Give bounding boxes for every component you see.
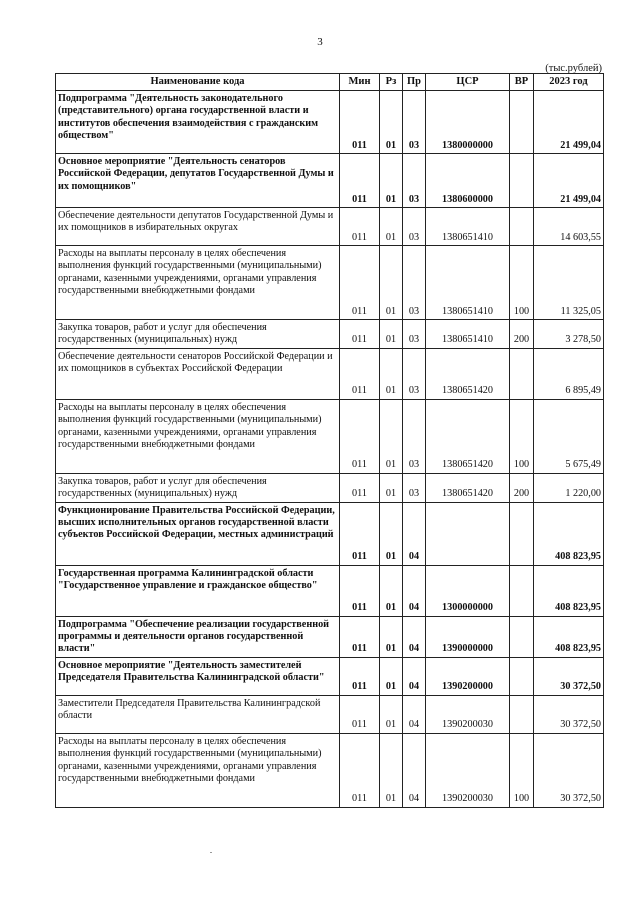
cell-vr <box>510 208 534 246</box>
cell-csr: 1390200030 <box>426 733 510 807</box>
cell-name: Расходы на выплаты персоналу в целях обеспечения выполнения функций государственными (муниципальными) органами, казенными учреждениями, органами управления государственными внебюджетными фондами <box>56 733 340 807</box>
cell-csr: 1380651410 <box>426 246 510 320</box>
cell-vr: 100 <box>510 399 534 473</box>
cell-min: 011 <box>340 657 380 695</box>
cell-vr <box>510 91 534 154</box>
cell-vr <box>510 154 534 208</box>
table-row <box>56 565 604 616</box>
cell-csr: 1390200000 <box>426 657 510 695</box>
cell-vr: 200 <box>510 473 534 502</box>
cell-csr: 1380651420 <box>426 399 510 473</box>
cell-name: Закупка товаров, работ и услуг для обеспечения государственных (муниципальных) нужд <box>56 473 340 502</box>
scan-speck <box>210 852 212 853</box>
cell-pr: 04 <box>403 733 426 807</box>
table-row <box>56 616 604 657</box>
cell-vr <box>510 348 534 399</box>
cell-amount: 3 278,50 <box>534 320 604 349</box>
cell-pr: 03 <box>403 154 426 208</box>
cell-vr: 200 <box>510 320 534 349</box>
cell-rz: 01 <box>380 565 403 616</box>
cell-pr: 03 <box>403 208 426 246</box>
cell-min: 011 <box>340 399 380 473</box>
cell-csr: 1390000000 <box>426 616 510 657</box>
cell-amount: 21 499,04 <box>534 91 604 154</box>
cell-min: 011 <box>340 473 380 502</box>
table-row <box>56 733 604 807</box>
cell-min: 011 <box>340 91 380 154</box>
cell-pr: 04 <box>403 616 426 657</box>
header-csr: ЦСР <box>426 74 510 91</box>
cell-pr: 03 <box>403 473 426 502</box>
table-row <box>56 502 604 565</box>
cell-pr: 03 <box>403 246 426 320</box>
cell-min: 011 <box>340 733 380 807</box>
cell-vr <box>510 616 534 657</box>
cell-min: 011 <box>340 320 380 349</box>
table-row <box>56 246 604 320</box>
cell-csr <box>426 502 510 565</box>
cell-vr <box>510 695 534 733</box>
cell-name: Подпрограмма "Деятельность законодательного (представительного) органа государственной власти и институтов обеспечения взаимодействия с гражданским обществом" <box>56 91 340 154</box>
cell-csr: 1380651420 <box>426 473 510 502</box>
cell-csr: 1390200030 <box>426 695 510 733</box>
cell-vr <box>510 502 534 565</box>
cell-name: Обеспечение деятельности депутатов Государственной Думы и их помощников в избирательных округах <box>56 208 340 246</box>
table-row <box>56 91 604 154</box>
cell-name: Закупка товаров, работ и услуг для обеспечения государственных (муниципальных) нужд <box>56 320 340 349</box>
cell-amount: 30 372,50 <box>534 695 604 733</box>
cell-min: 011 <box>340 565 380 616</box>
cell-rz: 01 <box>380 657 403 695</box>
cell-name: Государственная программа Калининградской области "Государственное управление и гражданское общество" <box>56 565 340 616</box>
cell-name: Обеспечение деятельности сенаторов Российской Федерации и их помощников в субъектах Российской Федерации <box>56 348 340 399</box>
cell-amount: 408 823,95 <box>534 616 604 657</box>
table-row <box>56 154 604 208</box>
cell-rz: 01 <box>380 502 403 565</box>
cell-pr: 03 <box>403 348 426 399</box>
cell-pr: 04 <box>403 695 426 733</box>
cell-amount: 408 823,95 <box>534 565 604 616</box>
cell-name: Основное мероприятие "Деятельность заместителей Председателя Правительства Калининградской области" <box>56 657 340 695</box>
cell-min: 011 <box>340 208 380 246</box>
units-label: (тыс.рублей) <box>545 63 602 74</box>
cell-min: 011 <box>340 502 380 565</box>
cell-pr: 03 <box>403 320 426 349</box>
table-row <box>56 695 604 733</box>
page-number: 3 <box>317 36 323 48</box>
cell-min: 011 <box>340 348 380 399</box>
table-row <box>56 399 604 473</box>
cell-csr: 1380651410 <box>426 320 510 349</box>
cell-name: Функционирование Правительства Российской Федерации, высших исполнительных органов государственной власти субъектов Российской Федерации, местных администраций <box>56 502 340 565</box>
table-row <box>56 320 604 349</box>
cell-rz: 01 <box>380 91 403 154</box>
cell-amount: 14 603,55 <box>534 208 604 246</box>
budget-table <box>55 73 604 808</box>
cell-min: 011 <box>340 246 380 320</box>
cell-amount: 6 895,49 <box>534 348 604 399</box>
cell-pr: 03 <box>403 399 426 473</box>
cell-vr <box>510 657 534 695</box>
cell-amount: 30 372,50 <box>534 733 604 807</box>
cell-vr <box>510 565 534 616</box>
table-row <box>56 473 604 502</box>
cell-name: Расходы на выплаты персоналу в целях обеспечения выполнения функций государственными (муниципальными) органами, казенными учреждениями, органами управления государственными внебюджетными фондами <box>56 246 340 320</box>
cell-pr: 03 <box>403 91 426 154</box>
cell-min: 011 <box>340 154 380 208</box>
cell-rz: 01 <box>380 208 403 246</box>
cell-rz: 01 <box>380 348 403 399</box>
header-min: Мин <box>340 74 380 91</box>
cell-amount: 21 499,04 <box>534 154 604 208</box>
header-rz: Рз <box>380 74 403 91</box>
cell-name: Расходы на выплаты персоналу в целях обеспечения выполнения функций государственными (муниципальными) органами, казенными учреждениями, органами управления государственными внебюджетными фондами <box>56 399 340 473</box>
cell-pr: 04 <box>403 657 426 695</box>
header-name: Наименование кода <box>56 74 340 91</box>
header-pr: Пр <box>403 74 426 91</box>
cell-rz: 01 <box>380 399 403 473</box>
cell-rz: 01 <box>380 616 403 657</box>
table-row <box>56 657 604 695</box>
cell-amount: 11 325,05 <box>534 246 604 320</box>
table-row <box>56 208 604 246</box>
cell-pr: 04 <box>403 565 426 616</box>
cell-csr: 1380651420 <box>426 348 510 399</box>
header-vr: ВР <box>510 74 534 91</box>
cell-csr: 1380600000 <box>426 154 510 208</box>
cell-rz: 01 <box>380 473 403 502</box>
cell-name: Подпрограмма "Обеспечение реализации государственной программы и деятельности органов государственной власти" <box>56 616 340 657</box>
cell-pr: 04 <box>403 502 426 565</box>
cell-amount: 5 675,49 <box>534 399 604 473</box>
table-row <box>56 348 604 399</box>
cell-min: 011 <box>340 695 380 733</box>
cell-csr: 1300000000 <box>426 565 510 616</box>
cell-rz: 01 <box>380 246 403 320</box>
cell-vr: 100 <box>510 246 534 320</box>
cell-amount: 408 823,95 <box>534 502 604 565</box>
cell-csr: 1380000000 <box>426 91 510 154</box>
cell-amount: 30 372,50 <box>534 657 604 695</box>
cell-rz: 01 <box>380 320 403 349</box>
cell-amount: 1 220,00 <box>534 473 604 502</box>
table-header-row <box>56 74 604 91</box>
cell-rz: 01 <box>380 695 403 733</box>
cell-vr: 100 <box>510 733 534 807</box>
header-amount: 2023 год <box>534 74 604 91</box>
cell-min: 011 <box>340 616 380 657</box>
cell-name: Основное мероприятие "Деятельность сенаторов Российской Федерации, депутатов Государственной Думы и их помощников" <box>56 154 340 208</box>
cell-rz: 01 <box>380 154 403 208</box>
cell-rz: 01 <box>380 733 403 807</box>
cell-name: Заместители Председателя Правительства Калининградской области <box>56 695 340 733</box>
cell-csr: 1380651410 <box>426 208 510 246</box>
